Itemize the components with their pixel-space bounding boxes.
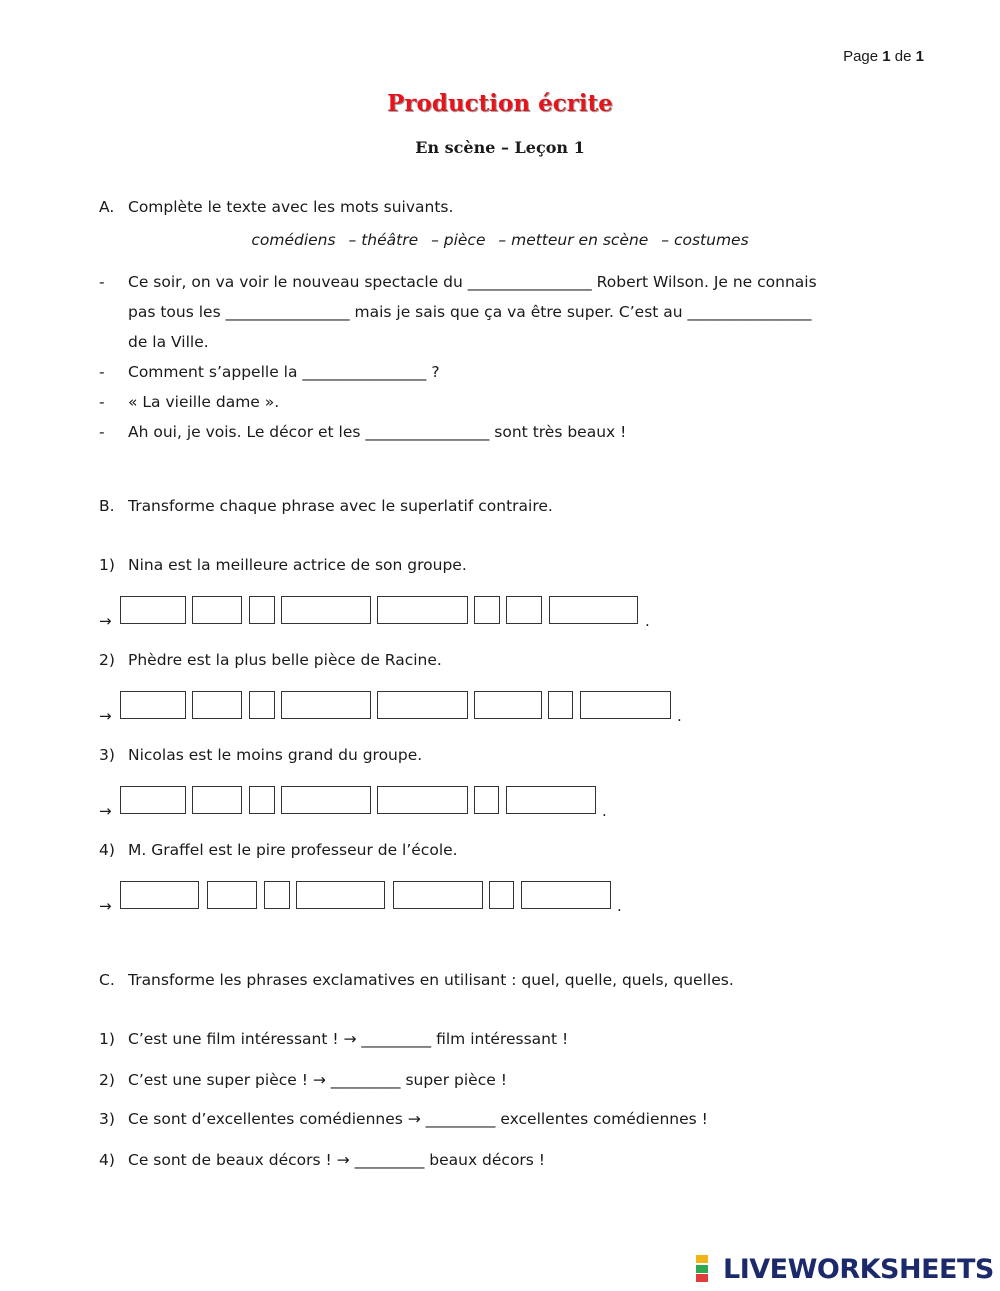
answer-box[interactable]	[506, 596, 542, 624]
answer-box[interactable]	[549, 596, 638, 624]
section-a-instruction: Complète le texte avec les mots suivants.	[128, 198, 454, 216]
page-title: Production écrite	[387, 90, 613, 117]
dialogue-line: de la Ville.	[128, 333, 209, 351]
dialogue-line: Comment s’appelle la ________________ ?	[128, 363, 440, 381]
item-number: 3)	[99, 746, 115, 764]
section-c-label: C.	[99, 971, 115, 989]
word-bank-item: – metteur en scène	[498, 231, 649, 249]
answer-box[interactable]	[489, 881, 514, 909]
period: .	[677, 707, 682, 725]
item-number: 3)	[99, 1110, 115, 1128]
answer-box[interactable]	[249, 691, 275, 719]
arrow-icon: →	[99, 897, 112, 915]
exercise-sentence: Phèdre est la plus belle pièce de Racine.	[128, 651, 442, 669]
answer-box[interactable]	[120, 881, 199, 909]
bullet: -	[99, 423, 105, 441]
answer-box[interactable]	[192, 596, 242, 624]
section-b-instruction: Transforme chaque phrase avec le superlatif contraire.	[128, 497, 553, 515]
exercise-sentence: M. Graffel est le pire professeur de l’école.	[128, 841, 458, 859]
answer-box[interactable]	[393, 881, 483, 909]
period: .	[617, 897, 622, 915]
answer-box[interactable]	[377, 786, 468, 814]
logo-text: LIVEWORKSHEETS	[723, 1253, 994, 1285]
answer-box[interactable]	[264, 881, 290, 909]
answer-box[interactable]	[120, 691, 186, 719]
period: .	[602, 802, 607, 820]
section-a-label: A.	[99, 198, 115, 216]
answer-box[interactable]	[474, 786, 499, 814]
answer-box[interactable]	[192, 691, 242, 719]
answer-box[interactable]	[192, 786, 242, 814]
period: .	[645, 612, 650, 630]
arrow-icon: →	[99, 802, 112, 820]
answer-box[interactable]	[296, 881, 385, 909]
item-number: 2)	[99, 651, 115, 669]
dialogue-line: Ce soir, on va voir le nouveau spectacle du ________________ Robert Wilson. Je ne connais	[128, 273, 817, 291]
answer-box[interactable]	[281, 786, 371, 814]
answer-box[interactable]	[521, 881, 611, 909]
answer-box[interactable]	[506, 786, 596, 814]
dialogue-line: pas tous les ________________ mais je sais que ça va être super. C’est au ________________	[128, 303, 812, 321]
exercise-sentence: C’est une super pièce ! → _________ super pièce !	[128, 1071, 507, 1089]
arrow-icon: →	[99, 707, 112, 725]
section-b-label: B.	[99, 497, 115, 515]
exercise-sentence: Nicolas est le moins grand du groupe.	[128, 746, 423, 764]
item-number: 4)	[99, 841, 115, 859]
exercise-sentence: Ce sont de beaux décors ! → _________ beaux décors !	[128, 1151, 546, 1169]
exercise-sentence: Ce sont d’excellentes comédiennes → _________ excellentes comédiennes !	[128, 1110, 708, 1128]
answer-box[interactable]	[474, 691, 542, 719]
answer-box[interactable]	[281, 691, 371, 719]
answer-box[interactable]	[377, 691, 468, 719]
item-number: 1)	[99, 1030, 115, 1048]
dialogue-line: Ah oui, je vois. Le décor et les ________________ sont très beaux !	[128, 423, 627, 441]
page-subtitle: En scène – Leçon 1	[415, 138, 585, 157]
arrow-icon: →	[99, 612, 112, 630]
word-bank	[0, 231, 1000, 249]
answer-box[interactable]	[249, 596, 275, 624]
page-number: Page 1 de 1	[843, 48, 924, 65]
answer-box[interactable]	[580, 691, 671, 719]
word-bank-item: comédiens	[251, 231, 336, 249]
answer-box[interactable]	[120, 596, 186, 624]
exercise-sentence: C’est une film intéressant ! → _________ film intéressant !	[128, 1030, 569, 1048]
answer-box[interactable]	[207, 881, 257, 909]
bullet: -	[99, 363, 105, 381]
item-number: 2)	[99, 1071, 115, 1089]
answer-box[interactable]	[548, 691, 573, 719]
answer-box[interactable]	[120, 786, 186, 814]
word-bank-item: – théâtre	[348, 231, 419, 249]
answer-box[interactable]	[474, 596, 500, 624]
liveworksheets-logo	[696, 1253, 994, 1285]
item-number: 4)	[99, 1151, 115, 1169]
answer-box[interactable]	[281, 596, 371, 624]
word-bank-item: – costumes	[661, 231, 749, 249]
dialogue-line: « La vieille dame ».	[128, 393, 280, 411]
item-number: 1)	[99, 556, 115, 574]
answer-box[interactable]	[377, 596, 468, 624]
bullet: -	[99, 273, 105, 291]
bullet: -	[99, 393, 105, 411]
logo-cubes-icon	[696, 1255, 720, 1283]
section-c-instruction: Transforme les phrases exclamatives en utilisant : quel, quelle, quels, quelles.	[128, 971, 734, 989]
word-bank-item: – pièce	[431, 231, 486, 249]
answer-box[interactable]	[249, 786, 275, 814]
exercise-sentence: Nina est la meilleure actrice de son groupe.	[128, 556, 467, 574]
